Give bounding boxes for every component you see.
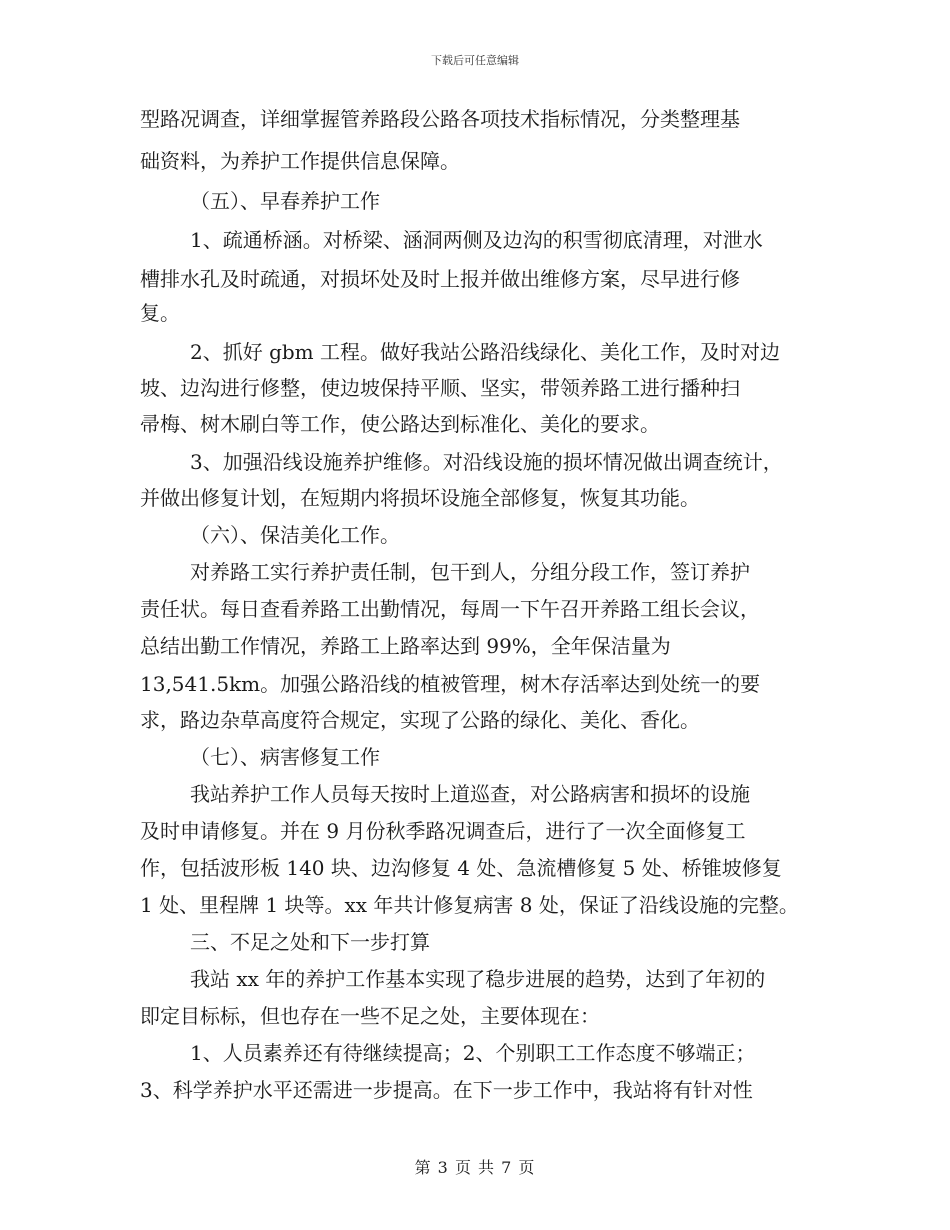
text-line: 1 处、里程牌 1 块等。xx 年共计修复病害 8 处，保证了沿线设施的完整。: [140, 893, 799, 917]
text-line: 即定目标标，但也存在一些不足之处，主要体现在：: [140, 1004, 600, 1028]
text-line: 1、人员素养还有待继续提高；2、个别职工工作态度不够端正；: [190, 1041, 756, 1065]
text-line: 复。: [140, 301, 180, 325]
text-line: 13,541.5km。加强公路沿线的植被管理，树木存活率达到处统一的要: [140, 672, 761, 696]
text-line: 求，路边杂草高度符合规定，实现了公路的绿化、美化、香化。: [140, 708, 700, 732]
text-line: 础资料，为养护工作提供信息保障。: [140, 149, 460, 173]
text-line: 并做出修复计划，在短期内将损坏设施全部修复，恢复其功能。: [140, 486, 700, 510]
text-line: 3、加强沿线设施养护维修。对沿线设施的损坏情况做出调查统计，: [190, 450, 783, 474]
text-line: 3、科学养护水平还需进一步提高。在下一步工作中，我站将有针对性: [140, 1078, 753, 1102]
section-heading: 三、不足之处和下一步打算: [190, 930, 430, 954]
page-header: 下载后可任意编辑: [431, 54, 519, 67]
page-number-footer: 第 3 页 共 7 页: [414, 1158, 536, 1177]
text-line: 2、抓好 gbm 工程。做好我站公路沿线绿化、美化工作，及时对边: [190, 340, 781, 364]
text-line: 作，包括波形板 140 块、边沟修复 4 处、急流槽修复 5 处、桥锥坡修复: [140, 856, 782, 880]
section-heading: （七）、病害修复工作: [190, 745, 380, 769]
text-line: 我站养护工作人员每天按时上道巡查，对公路病害和损坏的设施: [190, 782, 750, 806]
text-line: 坡、边沟进行修整，使边坡保持平顺、坚实，带领养路工进行播种扫: [140, 376, 740, 400]
text-line: 对养路工实行养护责任制，包干到人，分组分段工作，签订养护: [190, 560, 750, 584]
text-line: 责任状。每日查看养路工出勤情况，每周一下午召开养路工组长会议，: [140, 597, 760, 621]
text-line: 总结出勤工作情况，养路工上路率达到 99%，全年保洁量为: [140, 634, 671, 658]
section-heading: （五）、早春养护工作: [190, 189, 380, 213]
text-line: 1、疏通桥涵。对桥梁、涵洞两侧及边沟的积雪彻底清理，对泄水: [190, 228, 763, 252]
text-line: 型路况调查，详细掌握管养路段公路各项技术指标情况，分类整理基: [140, 107, 740, 131]
section-heading: （六）、保洁美化工作。: [190, 523, 400, 547]
text-line: 帚梅、树木刷白等工作，使公路达到标准化、美化的要求。: [140, 412, 660, 436]
text-line: 及时申请修复。并在 9 月份秋季路况调查后，进行了一次全面修复工: [140, 819, 746, 843]
text-line: 我站 xx 年的养护工作基本实现了稳步进展的趋势，达到了年初的: [190, 967, 766, 991]
text-line: 槽排水孔及时疏通，对损坏处及时上报并做出维修方案，尽早进行修: [140, 267, 740, 291]
